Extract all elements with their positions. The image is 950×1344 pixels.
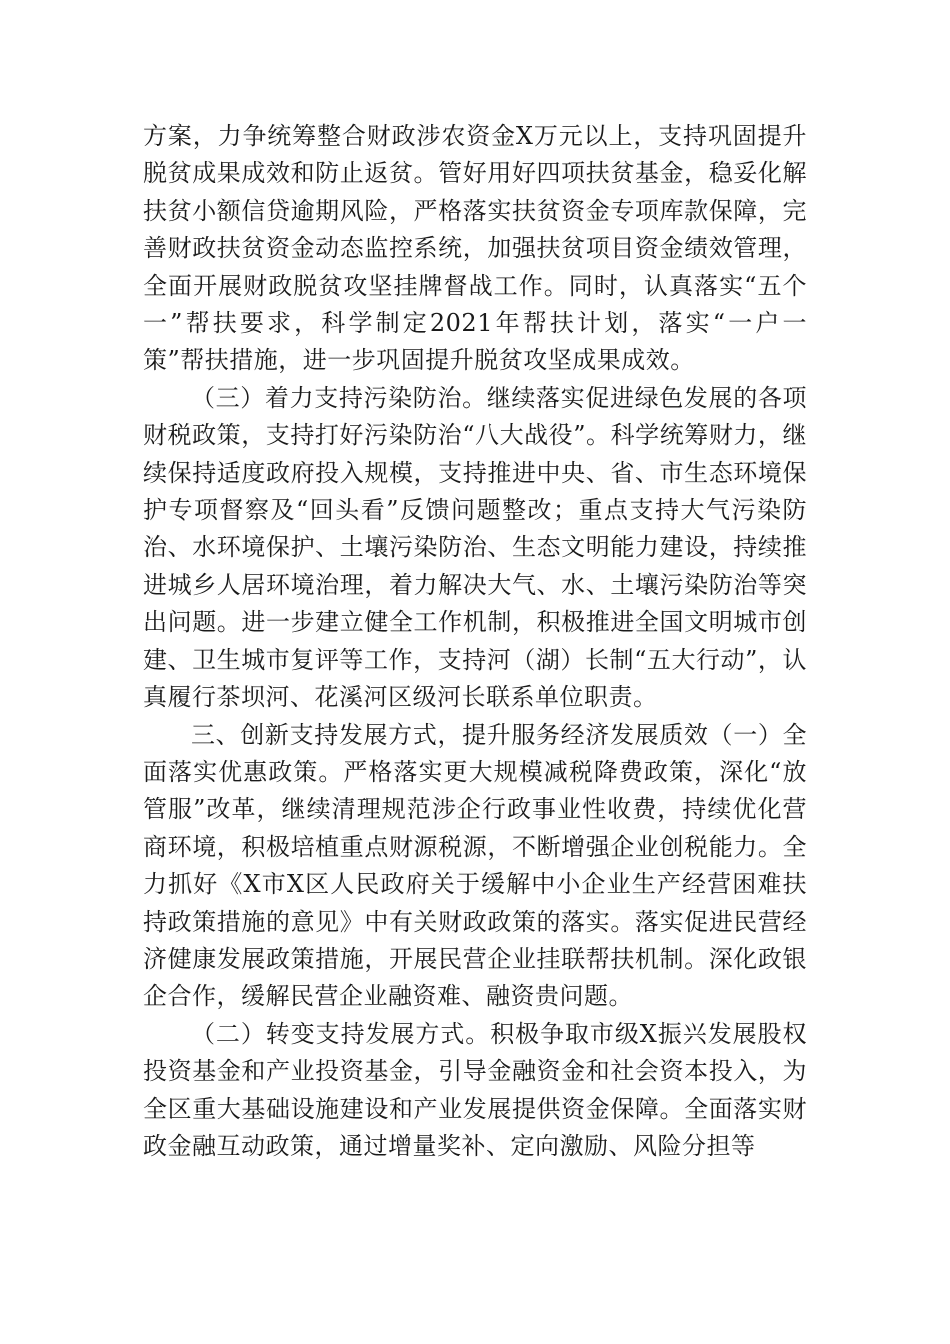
paragraph-pollution-control: （三）着力支持污染防治。继续落实促进绿色发展的各项财税政策，支持打好污染防治“八大战役”。科学统筹财力，继续保持适度政府投入规模，支持推进中央、省、市生态环境保护专项督察及“回头看”反馈问题整改；重点支持大气污染防治、水环境保护、土壤污染防治、生态文明能力建设，持续推进城乡人居环境治理，着力解决大气、水、土壤污染防治等突出问题。进一步建立健全工作机制，积极推进全国文明城市创建、卫生城市复评等工作，支持河（湖）长制“五大行动”，认真履行茶坝河、花溪河区级河长联系单位职责。 <box>143 383 807 712</box>
document-body <box>143 118 807 1165</box>
paragraph-poverty-funds: 方案，力争统筹整合财政涉农资金X万元以上，支持巩固提升脱贫成果成效和防止返贫。管好用好四项扶贫基金，稳妥化解扶贫小额信贷逾期风险，严格落实扶贫资金专项库款保障，完善财政扶贫资金动态监控系统，加强扶贫项目资金绩效管理，全面开展财政脱贫攻坚挂牌督战工作。同时，认真落实“五个一”帮扶要求，科学制定2021年帮扶计划，落实“一户一策”帮扶措施，进一步巩固提升脱贫攻坚成果成效。 <box>143 122 807 375</box>
paragraph-preferential-policies: 三、创新支持发展方式，提升服务经济发展质效（一）全面落实优惠政策。严格落实更大规模减税降费政策，深化“放管服”改革，继续清理规范涉企行政事业性收费，持续优化营商环境，积极培植重点财源税源，不断增强企业创税能力。全力抓好《X市X区人民政府关于缓解中小企业生产经营困难扶持政策措施的意见》中有关财政政策的落实。落实促进民营经济健康发展政策措施，开展民营企业挂联帮扶机制。深化政银企合作，缓解民营企业融资难、融资贵问题。 <box>143 720 807 1011</box>
paragraph-development-mode: （二）转变支持发展方式。积极争取市级X振兴发展股权投资基金和产业投资基金，引导金融资金和社会资本投入，为全区重大基础设施建设和产业发展提供资金保障。全面落实财政金融互动政策，通过增量奖补、定向激励、风险分担等 <box>143 1019 807 1160</box>
